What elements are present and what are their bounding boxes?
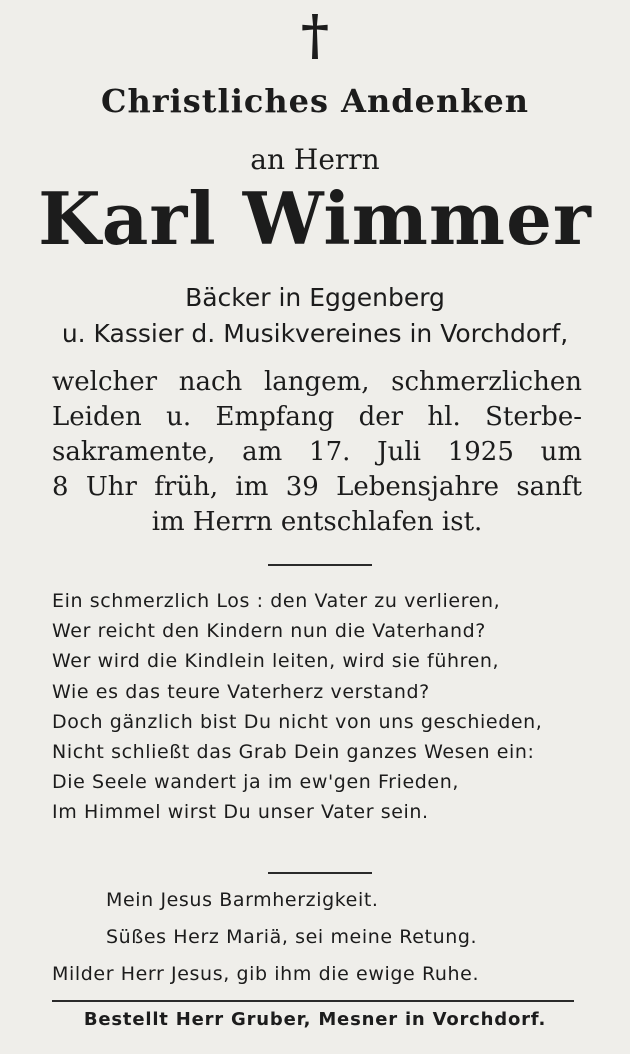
- notice-line: 8 Uhr früh, im 39 Lebensjahre sanft: [52, 472, 582, 502]
- poem-line: Wer wird die Kindlein leiten, wird sie führen,: [52, 650, 500, 673]
- occupation-line: Bäcker in Eggenberg: [185, 283, 445, 312]
- poem-line: Die Seele wandert ja im ew'gen Frieden,: [52, 771, 459, 794]
- poem-line: Im Himmel wirst Du unser Vater sein.: [52, 801, 429, 824]
- card-heading: Christliches Andenken: [100, 82, 529, 120]
- prayer-line: Süßes Herz Mariä, sei meine Retung.: [106, 926, 478, 948]
- notice-line: Leiden u. Empfang der hl. Sterbe-: [52, 402, 582, 432]
- prayer-line: Milder Herr Jesus, gib ihm die ewige Ruhe.: [52, 963, 480, 985]
- poem-line: Ein schmerzlich Los : den Vater zu verlieren,: [52, 590, 501, 612]
- notice-line: sakramente, am 17. Juli 1925 um: [52, 437, 582, 467]
- occupation-block: [0, 280, 630, 352]
- notice-line: im Herrn entschlafen ist.: [151, 507, 483, 537]
- poem-line: Wer reicht den Kindern nun die Vaterhand?: [52, 620, 486, 643]
- occupation-line: u. Kassier d. Musikvereines in Vorchdorf,: [61, 319, 569, 348]
- poem-line: Nicht schließt das Grab Dein ganzes Wesen ein:: [52, 741, 535, 764]
- section-divider: [268, 872, 372, 874]
- prayers-block: [0, 882, 630, 993]
- footer-divider: [52, 1000, 574, 1002]
- death-notice-text: [52, 365, 582, 540]
- footer-text: Bestellt Herr Gruber, Mesner in Vorchdorf.: [83, 1009, 547, 1030]
- salutation: an Herrn: [250, 143, 380, 176]
- memorial-poem: [52, 586, 578, 828]
- prayer-line: Mein Jesus Barmherzigkeit.: [106, 889, 379, 911]
- cross-icon: †: [300, 3, 330, 67]
- deceased-name: Karl Wimmer: [38, 176, 592, 261]
- notice-line: welcher nach langem, schmerzlichen: [52, 367, 582, 397]
- section-divider: [268, 564, 372, 566]
- poem-line: Wie es das teure Vaterherz verstand?: [52, 680, 430, 703]
- poem-line: Doch gänzlich bist Du nicht von uns geschieden,: [52, 710, 543, 733]
